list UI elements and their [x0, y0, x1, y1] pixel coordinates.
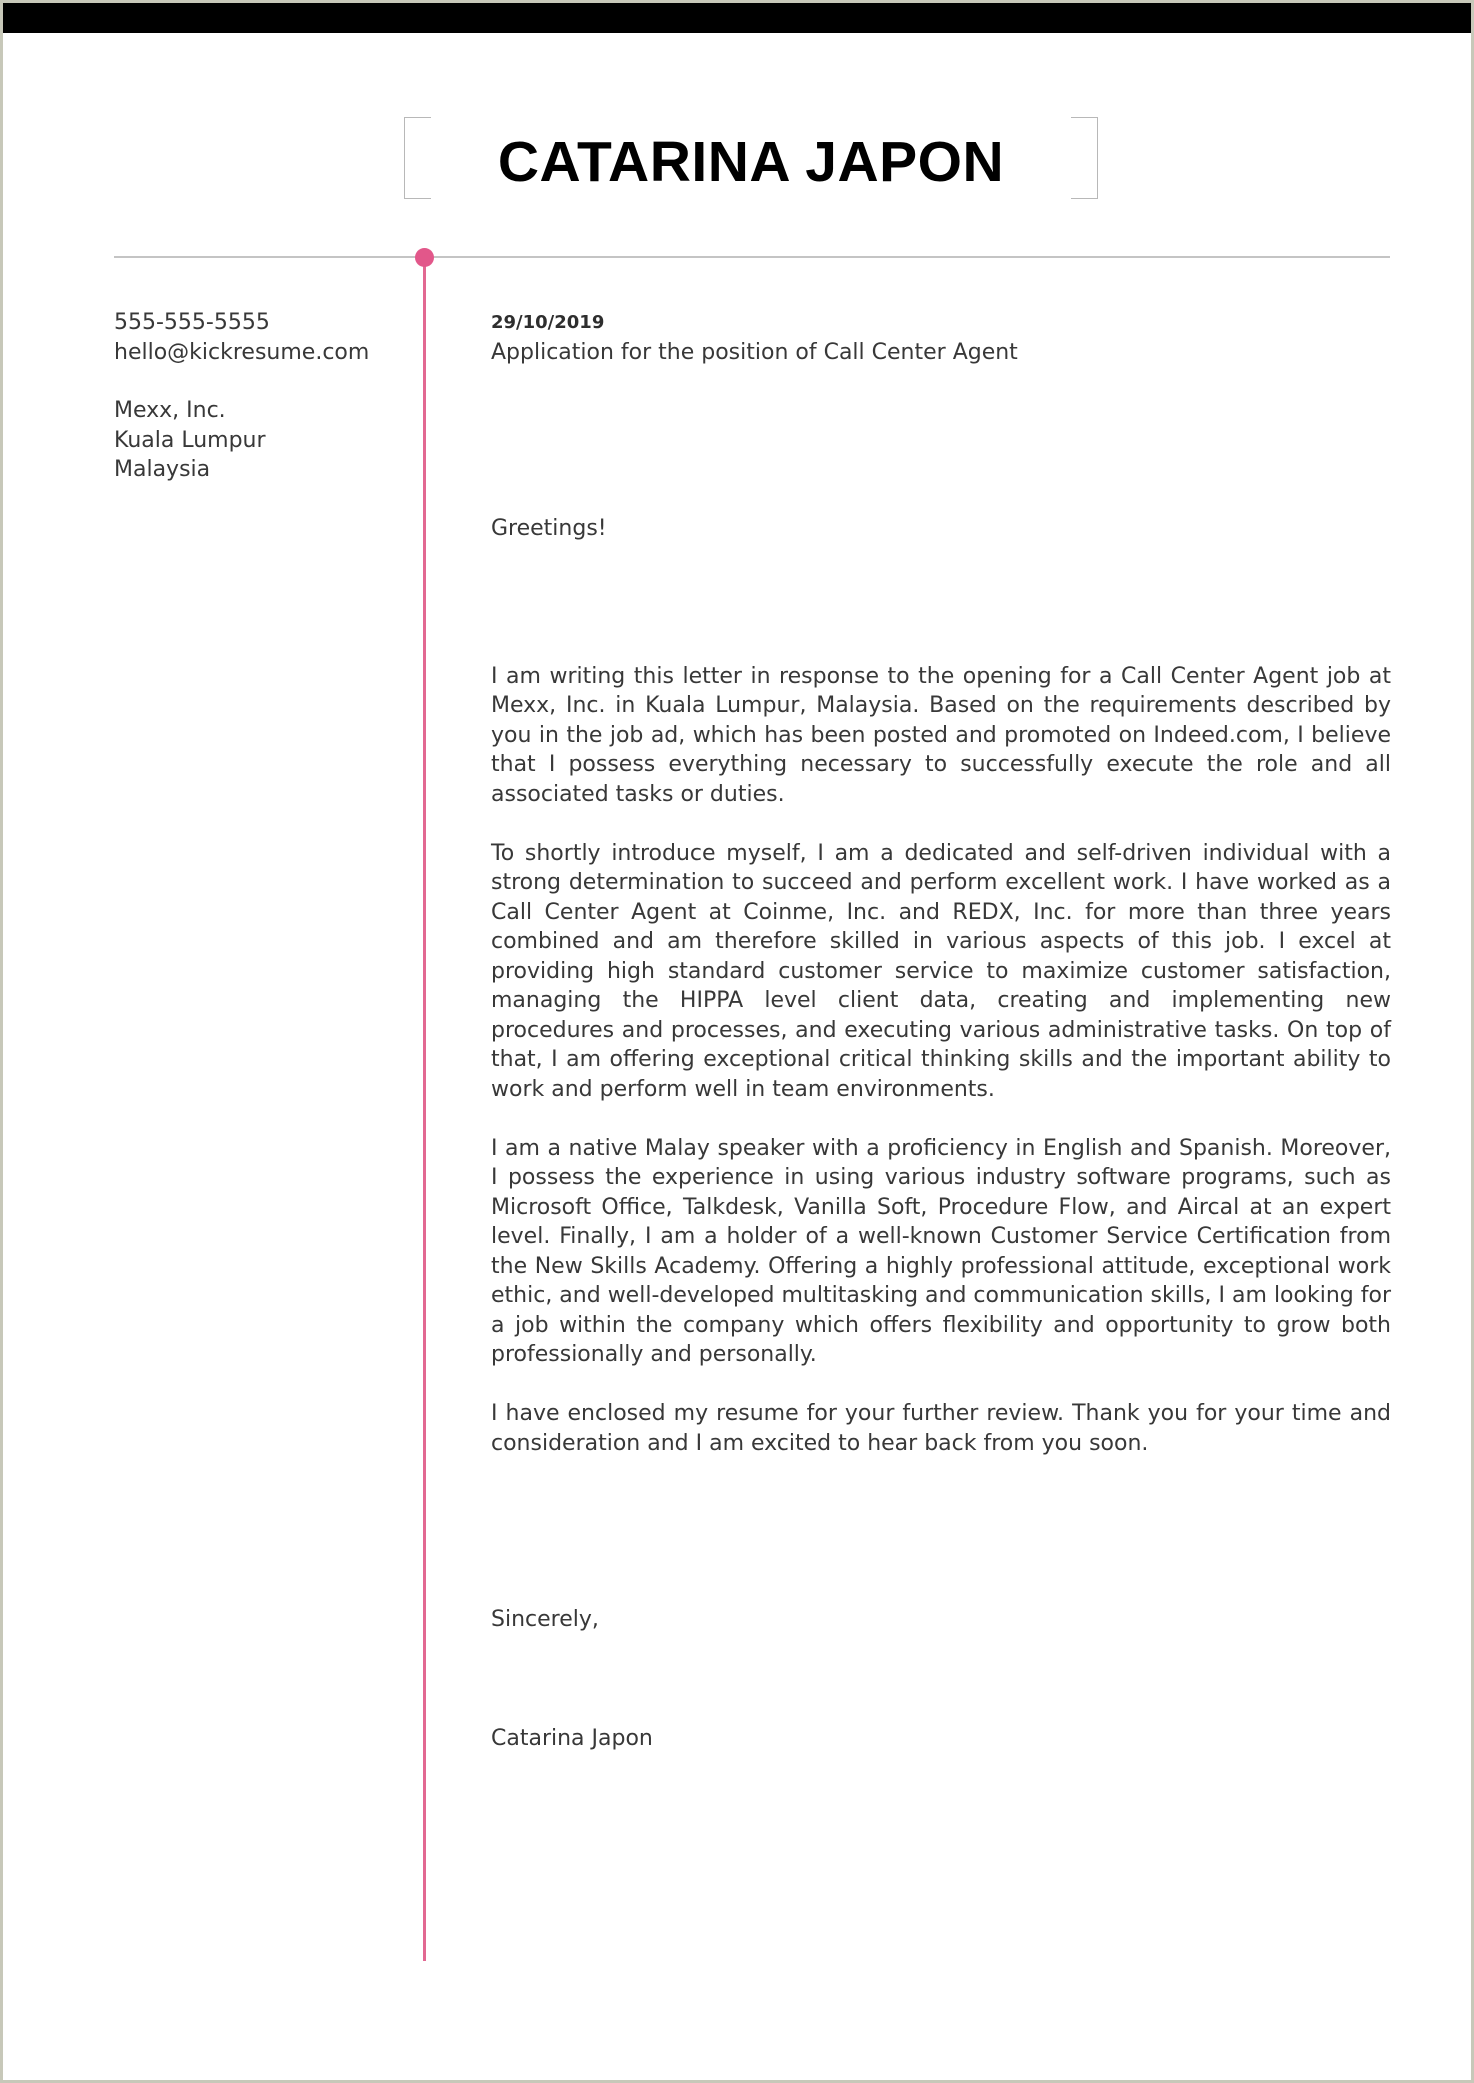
recipient-company: Mexx, Inc. [114, 398, 226, 423]
letter-greeting: Greetings! [491, 516, 607, 541]
email-address: hello@kickresume.com [114, 339, 370, 365]
letter-date: 29/10/2019 [491, 312, 605, 333]
letter-paragraph: I am a native Malay speaker with a proficiency in English and Spanish. Moreover, I possess the experience in using various industry software programs, such as Microsoft Office, Talkdesk, Vanilla Soft, Procedure Flow, and Aircal at an expert level. Finally, I am a holder of a well-known Customer Service Certification from the New Skills Academy. Offering a highly professional attitude, exceptional work ethic, and well-developed multitasking and communication skills, I am looking for a job within the company which offers flexibility and opportunity to grow both professionally and personally. [491, 1135, 1391, 1367]
top-bar [3, 3, 1471, 33]
recipient-country: Malaysia [114, 457, 211, 482]
letter-closing: Sincerely, [491, 1607, 599, 1632]
contact-info [114, 308, 404, 367]
recipient-city: Kuala Lumpur [114, 427, 266, 453]
divider-dot [415, 248, 434, 267]
letter-paragraph: I have enclosed my resume for your further review. Thank you for your time and consideration and I am excited to hear back from you soon. [491, 1401, 1391, 1456]
phone-number: 555-555-5555 [114, 310, 270, 335]
letter-paragraph: I am writing this letter in response to the opening for a Call Center Agent job at Mexx, Inc. in Kuala Lumpur, Malaysia. Based on the requirements described by you in the job ad, which has been posted and promoted on Indeed.com, I believe that I possess everything necessary to successfully execute the role and all associated tasks or duties. [491, 663, 1391, 807]
name-header [404, 117, 1098, 199]
vertical-divider [423, 259, 426, 1961]
sidebar-spacer [114, 367, 404, 396]
applicant-name: CATARINA JAPON [497, 130, 1005, 194]
sidebar [114, 308, 404, 485]
letter-paragraph: To shortly introduce myself, I am a dedicated and self-driven individual with a strong determination to succeed and perform excellent work. I have worked as a Call Center Agent at Coinme, Inc. and REDX, Inc. for more than three years combined and am therefore skilled in various aspects of this job. I excel at providing high standard customer service to maximize customer satisfaction, managing the HIPPA level client data, creating and implementing new procedures and processes, and executing various administrative tasks. On top of that, I am offering exceptional critical thinking skills and the important ability to work and perform well in team environments. [491, 840, 1391, 1102]
letter-signature: Catarina Japon [491, 1725, 653, 1751]
letter-subject: Application for the position of Call Center Agent [491, 339, 1018, 365]
cover-letter-page [3, 3, 1471, 2080]
horizontal-divider [114, 256, 1390, 258]
recipient-address [114, 396, 404, 485]
letter-body [491, 308, 1391, 1753]
